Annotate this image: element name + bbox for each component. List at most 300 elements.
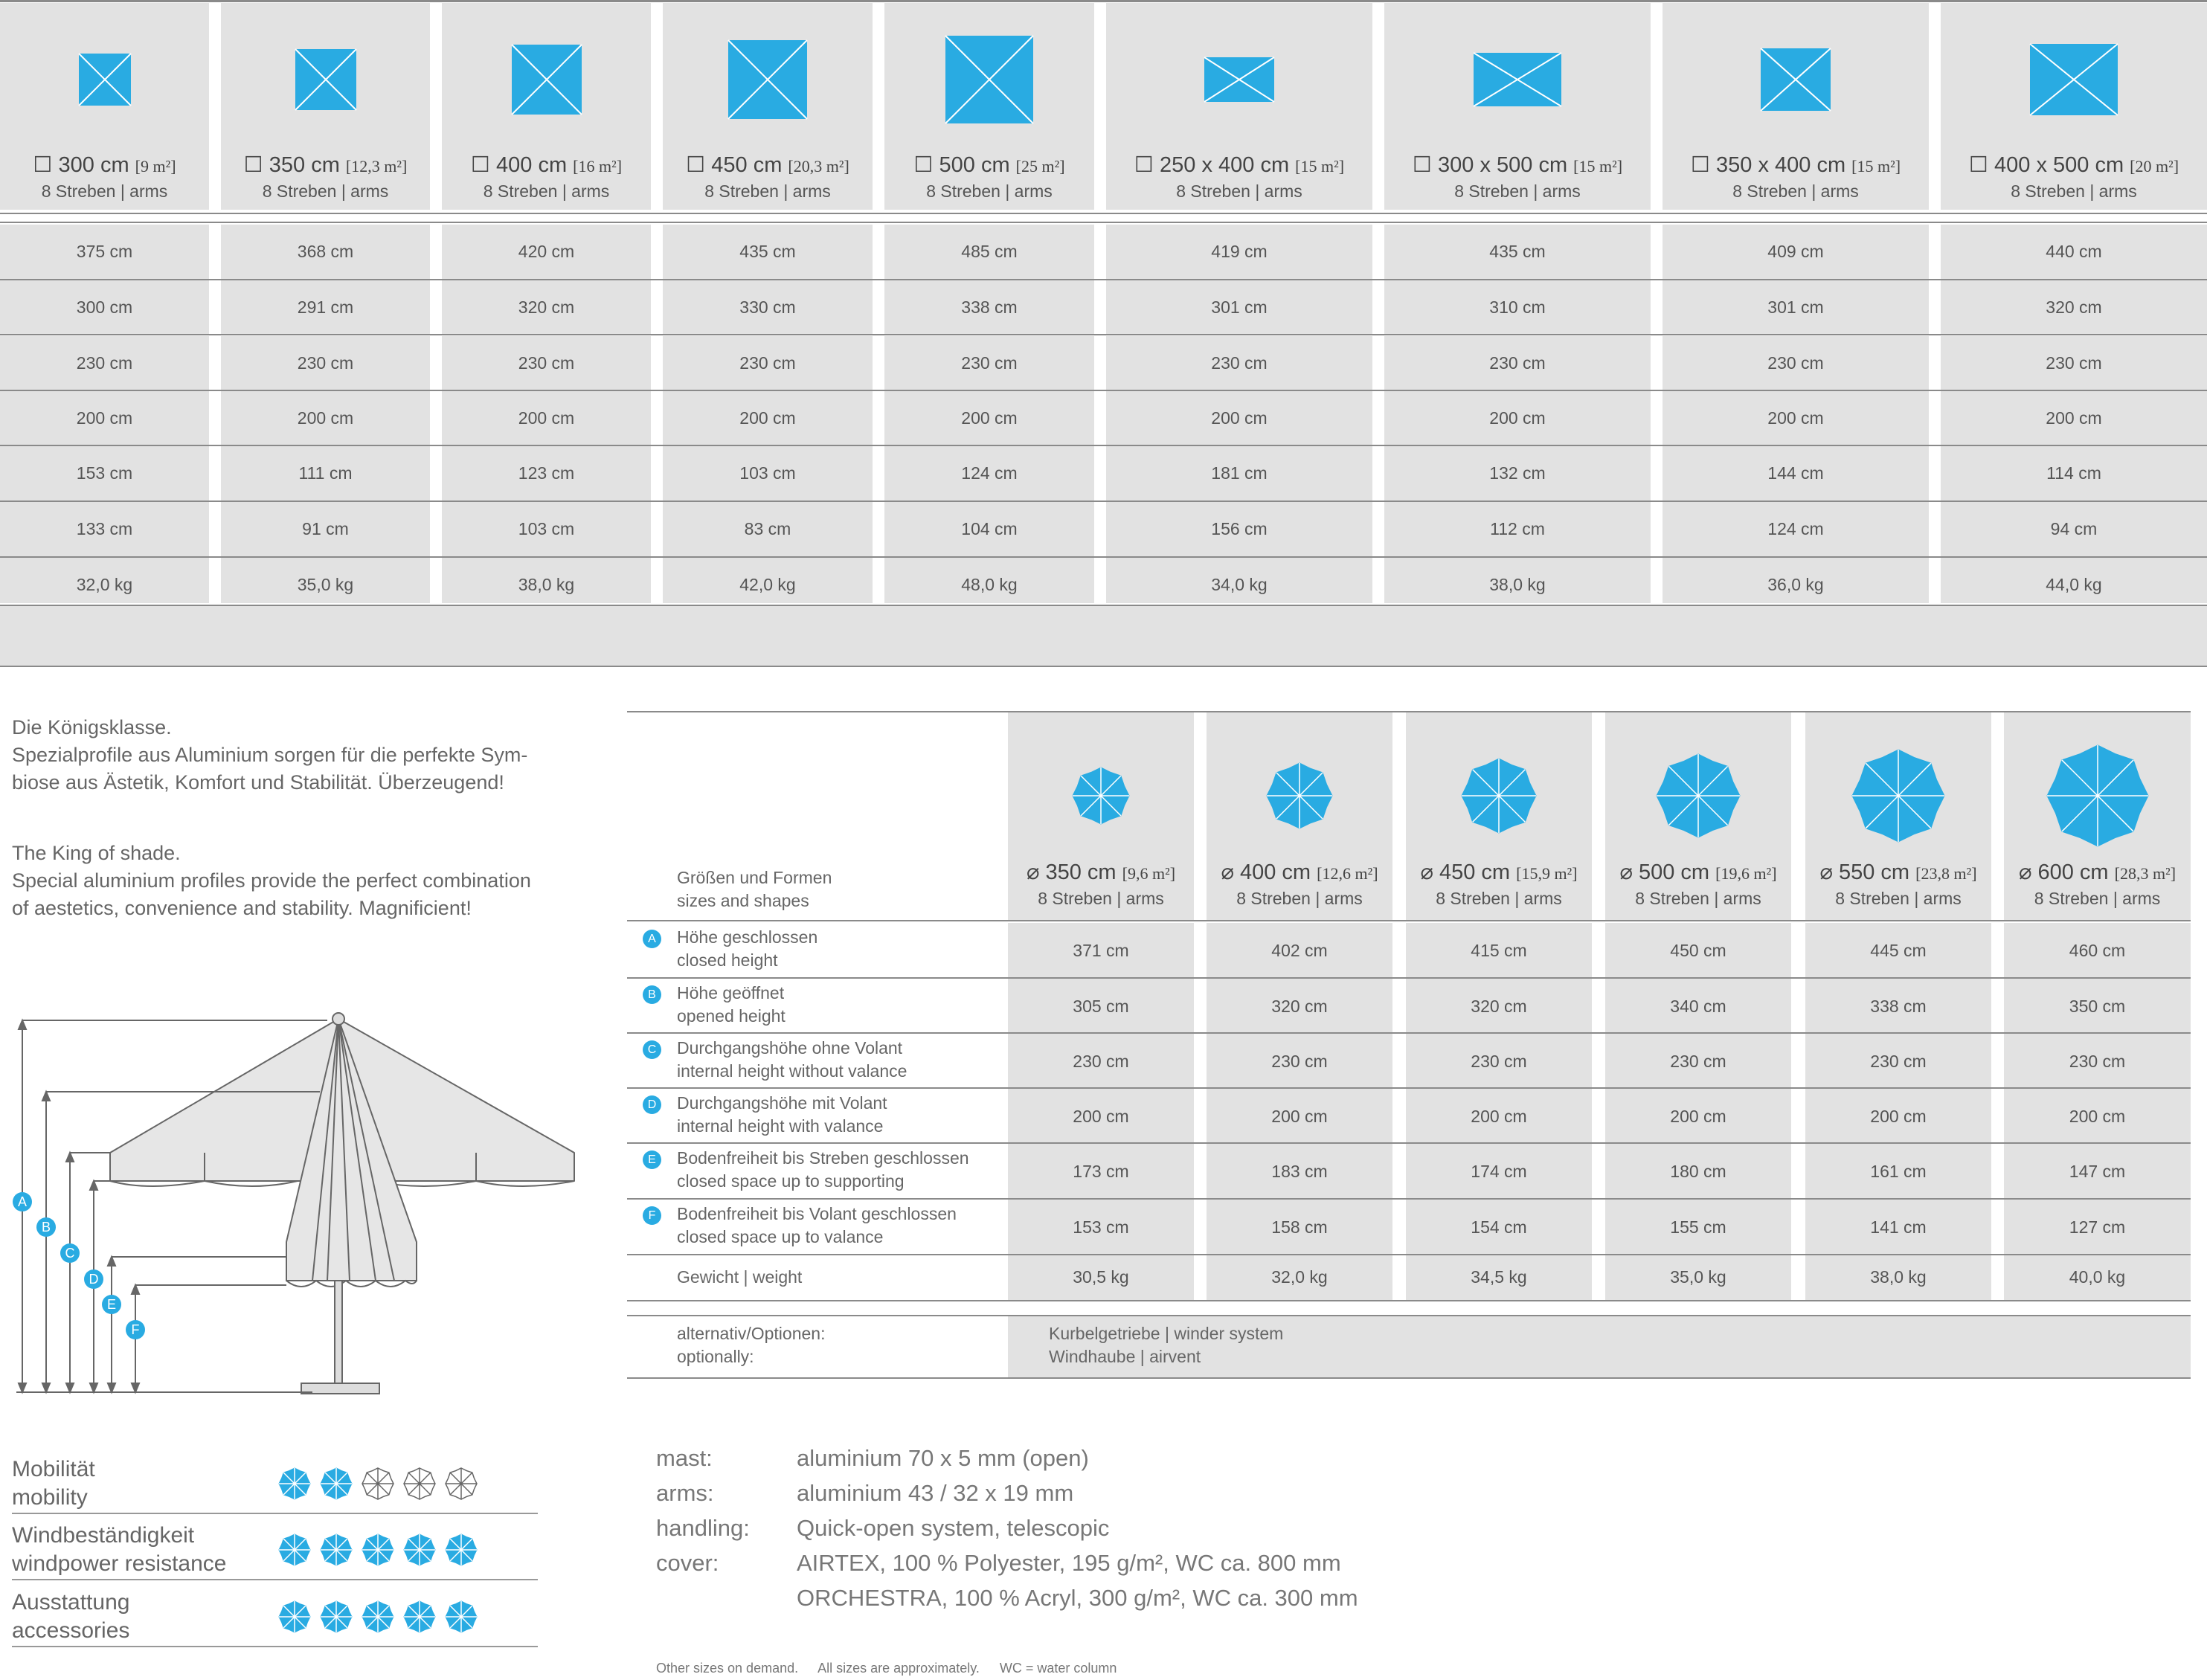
size-value: ☐ 400 x 500 cm [1968,153,2124,177]
row-badge: A [643,930,661,948]
icon-wrap [1663,16,1929,143]
row-label-de: Bodenfreiheit bis Streben geschlossen [677,1148,969,1168]
size-label [1008,859,1194,885]
table-cell: 230 cm [1471,1052,1527,1071]
cell-closed-height: 440 cm [2046,242,2102,261]
square-canopy-icon [727,39,809,120]
table-cell: 230 cm [2069,1052,2126,1071]
size-label [1605,859,1791,885]
row-label [677,982,786,1028]
table-cell: 153 cm [1073,1217,1129,1237]
cell-closed-height: 435 cm [739,242,796,261]
umbrella-filled-icon [360,1532,396,1568]
arms-count: 8 Streben | arms [926,181,1053,201]
rating-filled [443,1599,479,1635]
table-cell: 445 cm [1870,941,1927,960]
row-label-de: Höhe geschlossen [677,927,818,947]
area-value: [23,8 m²] [1915,864,1977,883]
table-cell: 147 cm [2069,1162,2126,1181]
size-label [1384,152,1651,178]
icon-wrap [1008,729,1194,863]
weight-cell: 38,0 kg [1870,1267,1927,1287]
cell-internal-height-with-valance: 200 cm [1767,408,1824,428]
cell-internal-height-with-valance: 200 cm [2046,408,2102,428]
spec-value: ORCHESTRA, 100 % Acryl, 300 g/m², WC ca. 300 mm [797,1585,1358,1611]
table-cell: 174 cm [1471,1162,1527,1181]
row-label [677,926,817,972]
table-cell: 155 cm [1670,1217,1726,1237]
row-badge: B [643,985,661,1004]
square-canopy-icon [1759,47,1832,112]
row-rule [0,445,2207,446]
icon-wrap [1941,16,2207,143]
spec-key: handling: [656,1515,750,1541]
size-label [1805,859,1991,885]
size-label [442,152,651,178]
intro-de-line2: biose aus Ästetik, Komfort und Stabilität. Überzeugend! [12,771,504,794]
cell-space-up-to-supporting: 132 cm [1489,463,1546,483]
rating-rule [12,1646,538,1647]
cell-closed-height: 420 cm [518,242,575,261]
weight-cell: 34,5 kg [1471,1267,1527,1287]
rating-filled [318,1466,354,1502]
cell-space-up-to-valance: 83 cm [744,519,791,538]
weight-cell: 35,0 kg [1670,1267,1726,1287]
table-cell: 305 cm [1073,997,1129,1016]
base [301,1383,379,1394]
cell-opened-height: 300 cm [76,297,133,317]
table-cell: 450 cm [1670,941,1726,960]
header-rule-2 [0,222,2207,223]
cell-internal-height-without-valance: 230 cm [297,353,354,373]
arms-count: 8 Streben | arms [262,181,389,201]
cell-closed-height: 419 cm [1211,242,1268,261]
rating-filled [402,1532,437,1568]
square-canopy-icon [944,34,1035,125]
square-canopy-icon [1203,56,1276,103]
rating-filled [318,1532,354,1568]
cell-internal-height-with-valance: 200 cm [961,408,1018,428]
weight-cell: 32,0 kg [1271,1267,1328,1287]
footnote [656,1661,1133,1676]
round-size-column-header [1605,714,1791,922]
weight-cell: 30,5 kg [1073,1267,1129,1287]
row-rule [0,279,2207,280]
area-value: [9,6 m²] [1122,864,1176,883]
row-badge: E [643,1150,661,1169]
row-label-en: internal height without valance [677,1061,907,1081]
arms-count: 8 Streben | arms [41,181,168,201]
rating-label [12,1455,95,1512]
square-canopy-icon [77,52,132,107]
cell-closed-height: 409 cm [1767,242,1824,261]
size-value: ☐ 450 cm [686,153,783,177]
dimension-letter: E [106,1297,117,1312]
cell-internal-height-without-valance: 230 cm [518,353,575,373]
area-value: [9 m²] [135,157,176,176]
cell-space-up-to-supporting: 103 cm [739,463,796,483]
cell-internal-height-with-valance: 200 cm [739,408,796,428]
cell-internal-height-with-valance: 200 cm [1211,408,1268,428]
table-cell: 141 cm [1870,1217,1927,1237]
round-canopy-icon [1654,752,1742,840]
intro-en-line2: of aestetics, convenience and stability. Magnificient! [12,897,472,919]
rating-label-en: windpower resistance [12,1551,227,1576]
row-rule [0,556,2207,558]
size-value: ⌀ 600 cm [2018,860,2109,884]
round-size-column-header [1008,714,1194,922]
area-value: [12,6 m²] [1317,864,1378,883]
cell-space-up-to-supporting: 181 cm [1211,463,1268,483]
options-values [1049,1322,1283,1368]
rating-filled [277,1599,312,1635]
cell-internal-height-with-valance: 200 cm [518,408,575,428]
cell-internal-height-without-valance: 230 cm [2046,353,2102,373]
sizes-header-de: Größen und Formen [677,868,832,887]
table-cell: 127 cm [2069,1217,2126,1237]
icon-wrap [1384,16,1651,143]
arms-count: 8 Streben | arms [1454,181,1581,201]
size-label [1941,152,2207,178]
table-cell: 460 cm [2069,941,2126,960]
cell-space-up-to-valance: 124 cm [1767,519,1824,538]
dimension-letter: F [131,1322,140,1337]
row-label-de: Durchgangshöhe ohne Volant [677,1038,903,1058]
intro-de-line1: Spezialprofile aus Aluminium sorgen für die perfekte Sym- [12,744,528,766]
cell-space-up-to-valance: 104 cm [961,519,1018,538]
cell-weight: 36,0 kg [1767,575,1824,594]
table-cell: 200 cm [1471,1107,1527,1126]
umbrella-filled-icon [402,1599,437,1635]
cell-space-up-to-supporting: 144 cm [1767,463,1824,483]
size-label [0,152,209,178]
spec-key: cover: [656,1550,719,1576]
size-label [1663,152,1929,178]
round-size-column-header [2004,714,2191,922]
rating-label-de: Ausstattung [12,1590,130,1615]
rating-filled [360,1599,396,1635]
row-label-en: opened height [677,1006,786,1026]
umbrella-filled-icon [277,1532,312,1568]
round-canopy-icon [2045,743,2150,849]
size-value: ⌀ 500 cm [1619,860,1710,884]
cell-weight: 38,0 kg [518,575,575,594]
rating-label-en: mobility [12,1485,88,1510]
table-cell: 230 cm [1870,1052,1927,1071]
umbrella-outline-icon [402,1466,437,1502]
footer-rule-2 [0,666,2207,667]
intro-german [12,714,577,796]
rating-label-en: accessories [12,1618,130,1643]
cell-opened-height: 310 cm [1489,297,1546,317]
weight-label: Gewicht | weight [677,1267,803,1287]
area-value: [15 m²] [1573,157,1623,176]
cell-internal-height-without-valance: 230 cm [961,353,1018,373]
table-cell: 338 cm [1870,997,1927,1016]
umbrella-dimension-diagram [0,1011,595,1398]
rating-filled [402,1599,437,1635]
table-cell: 161 cm [1870,1162,1927,1181]
row-rule [627,1300,2191,1301]
table-cell: 200 cm [1670,1107,1726,1126]
umbrella-outline-icon [443,1466,479,1502]
options-bottom-rule [627,1377,2191,1379]
cell-space-up-to-supporting: 123 cm [518,463,575,483]
spec-value: AIRTEX, 100 % Polyester, 195 g/m², WC ca. 800 mm [797,1550,1341,1576]
arms-count: 8 Streben | arms [1635,889,1761,908]
arms-count: 8 Streben | arms [2034,889,2161,908]
cell-opened-height: 330 cm [739,297,796,317]
table-cell: 183 cm [1271,1162,1328,1181]
table-cell: 371 cm [1073,941,1129,960]
row-rule [0,390,2207,391]
icon-wrap [1106,16,1372,143]
table-cell: 230 cm [1271,1052,1328,1071]
rating-filled [360,1532,396,1568]
size-value: ⌀ 450 cm [1420,860,1511,884]
size-value: ☐ 350 x 400 cm [1690,153,1846,177]
size-column-header [884,3,1094,210]
row-rule [0,501,2207,502]
size-value: ☐ 250 x 400 cm [1134,153,1290,177]
cell-space-up-to-valance: 94 cm [2050,519,2098,538]
size-column-header [1663,3,1929,210]
round-size-column-header [1207,714,1392,922]
row-badge: C [643,1040,661,1059]
square-canopy-icon [294,48,358,112]
options-label [677,1322,825,1368]
table-cell: 173 cm [1073,1162,1129,1181]
area-value: [25 m²] [1015,157,1065,176]
cell-weight: 34,0 kg [1211,575,1268,594]
size-value: ☐ 400 cm [470,153,568,177]
square-canopy-icon [2028,42,2119,117]
umbrella-outline-icon [360,1466,396,1502]
size-value: ☐ 500 cm [913,153,1010,177]
cell-closed-height: 485 cm [961,242,1018,261]
table-cell: 200 cm [2069,1107,2126,1126]
rating-filled [318,1599,354,1635]
rating-filled [277,1532,312,1568]
arms-count: 8 Streben | arms [1176,181,1302,201]
cell-opened-height: 301 cm [1211,297,1268,317]
area-value: [20,3 m²] [788,157,849,176]
size-value: ☐ 300 cm [33,153,129,177]
cell-closed-height: 435 cm [1489,242,1546,261]
rating-rule [12,1579,538,1580]
round-size-column-header [1406,714,1592,922]
footnote-approx: All sizes are approximately. [817,1661,980,1676]
icon-wrap [1605,729,1791,863]
row-label [677,1147,969,1193]
table-cell: 320 cm [1471,997,1527,1016]
row-badge: F [643,1206,661,1225]
header-rule [0,213,2207,214]
area-value: [15,9 m²] [1516,864,1578,883]
area-value: [15 m²] [1295,157,1345,176]
rating-empty [443,1466,479,1502]
size-column-header [442,3,651,210]
footnote-wc: WC = water column [999,1661,1117,1676]
table-cell: 180 cm [1670,1162,1726,1181]
options-top-rule [627,1315,2191,1316]
option-airvent: Windhaube | airvent [1049,1347,1201,1366]
arms-count: 8 Streben | arms [483,181,610,201]
size-value: ⌀ 350 cm [1026,860,1117,884]
round-canopy-icon [1850,747,1947,844]
arms-count: 8 Streben | arms [1038,889,1164,908]
intro-de-title: Die Königsklasse. [12,716,172,738]
size-column-header [1384,3,1651,210]
size-label [1106,152,1372,178]
row-label-de: Höhe geöffnet [677,983,785,1002]
square-canopy-icon [1472,51,1563,108]
footer-rule [0,605,2207,606]
size-column-header [221,3,430,210]
rating-label-de: Mobilität [12,1457,95,1481]
icon-wrap [1805,729,1991,863]
area-value: [20 m²] [2130,157,2179,176]
cell-opened-height: 338 cm [961,297,1018,317]
icon-wrap [442,16,651,143]
row-rule [0,334,2207,335]
icon-wrap [0,16,209,143]
table-cell: 340 cm [1670,997,1726,1016]
round-canopy-icon [1070,765,1131,826]
icon-wrap [663,16,873,143]
arms-count: 8 Streben | arms [704,181,831,201]
umbrella-filled-icon [360,1599,396,1635]
size-column-header [1941,3,2207,210]
cell-weight: 32,0 kg [76,575,133,594]
size-label [663,152,873,178]
arms-count: 8 Streben | arms [1835,889,1962,908]
umbrella-filled-icon [443,1532,479,1568]
cell-internal-height-without-valance: 230 cm [1489,353,1546,373]
spec-key: mast: [656,1445,713,1471]
table-cell: 200 cm [1073,1107,1129,1126]
cell-opened-height: 291 cm [297,297,354,317]
table-top-rule [0,0,2207,2]
cell-opened-height: 301 cm [1767,297,1824,317]
cell-weight: 48,0 kg [961,575,1018,594]
size-label [1207,859,1392,885]
arms-count: 8 Streben | arms [1732,181,1859,201]
size-column-header [663,3,873,210]
cell-space-up-to-supporting: 114 cm [2046,463,2101,483]
icon-wrap [221,16,430,143]
dimension-letter: D [89,1272,99,1287]
rating-filled [443,1532,479,1568]
options-label-en: optionally: [677,1347,754,1366]
row-label [677,1037,907,1083]
cell-space-up-to-valance: 103 cm [518,519,575,538]
cell-internal-height-without-valance: 230 cm [1767,353,1824,373]
empty-footer-row [0,605,2207,666]
size-label [884,152,1094,178]
square-canopy-icon [510,43,583,116]
table-cell: 158 cm [1271,1217,1328,1237]
row-label [677,1203,957,1249]
cell-weight: 42,0 kg [739,575,796,594]
umbrella-filled-icon [277,1466,312,1502]
intro-en-line1: Special aluminium profiles provide the perfect combination [12,869,531,892]
row-label-en: closed space up to supporting [677,1171,905,1191]
table-cell: 200 cm [1271,1107,1328,1126]
cell-weight: 35,0 kg [297,575,354,594]
table-cell: 200 cm [1870,1107,1927,1126]
umbrella-filled-icon [318,1599,354,1635]
table-cell: 350 cm [2069,997,2126,1016]
row-label-en: closed space up to valance [677,1227,884,1246]
cell-internal-height-without-valance: 230 cm [1211,353,1268,373]
cell-internal-height-without-valance: 230 cm [739,353,796,373]
table-cell: 320 cm [1271,997,1328,1016]
size-label [1406,859,1592,885]
cell-closed-height: 375 cm [76,242,133,261]
row-label-de: Durchgangshöhe mit Volant [677,1093,887,1113]
row-label-en: internal height with valance [677,1116,884,1136]
area-value: [16 m²] [573,157,623,176]
rating-label [12,1522,226,1578]
size-value: ☐ 300 x 500 cm [1412,153,1568,177]
arms-count: 8 Streben | arms [1436,889,1562,908]
spec-value: aluminium 70 x 5 mm (open) [797,1445,1089,1471]
icon-wrap [1406,729,1592,863]
round-canopy-icon [1459,756,1538,835]
icon-wrap [1207,729,1392,863]
sizes-header [677,866,832,913]
rating-empty [402,1466,437,1502]
spec-key: arms: [656,1480,714,1506]
table-cell: 154 cm [1471,1217,1527,1237]
arms-count: 8 Streben | arms [1236,889,1363,908]
square-umbrella-table [0,0,2207,669]
umbrella-filled-icon [402,1532,437,1568]
rating-filled [277,1466,312,1502]
size-label [2004,859,2191,885]
umbrella-filled-icon [318,1466,354,1502]
cell-space-up-to-supporting: 153 cm [76,463,133,483]
row-label-de: Bodenfreiheit bis Volant geschlossen [677,1204,957,1223]
mast [335,1281,342,1385]
row-badge: D [643,1095,661,1114]
table-cell: 230 cm [1073,1052,1129,1071]
cell-space-up-to-valance: 91 cm [302,519,349,538]
size-label [221,152,430,178]
icon-wrap [2004,729,2191,863]
rating-rule [12,1513,538,1514]
rating-empty [360,1466,396,1502]
arms-count: 8 Streben | arms [2011,181,2137,201]
umbrella-filled-icon [277,1599,312,1635]
bt-header-rule [627,920,2191,921]
umbrella-filled-icon [443,1599,479,1635]
spec-value: aluminium 43 / 32 x 19 mm [797,1480,1074,1506]
intro-en-title: The King of shade. [12,842,181,864]
weight-cell: 40,0 kg [2069,1267,2126,1287]
size-value: ⌀ 400 cm [1221,860,1311,884]
table-cell: 230 cm [1670,1052,1726,1071]
cell-internal-height-without-valance: 230 cm [76,353,133,373]
table-cell: 415 cm [1471,941,1527,960]
sizes-header-en: sizes and shapes [677,891,809,910]
table-cell: 402 cm [1271,941,1328,960]
area-value: [12,3 m²] [345,157,408,176]
cell-internal-height-with-valance: 200 cm [76,408,133,428]
row-label-en: closed height [677,950,778,970]
area-value: [15 m²] [1851,157,1901,176]
